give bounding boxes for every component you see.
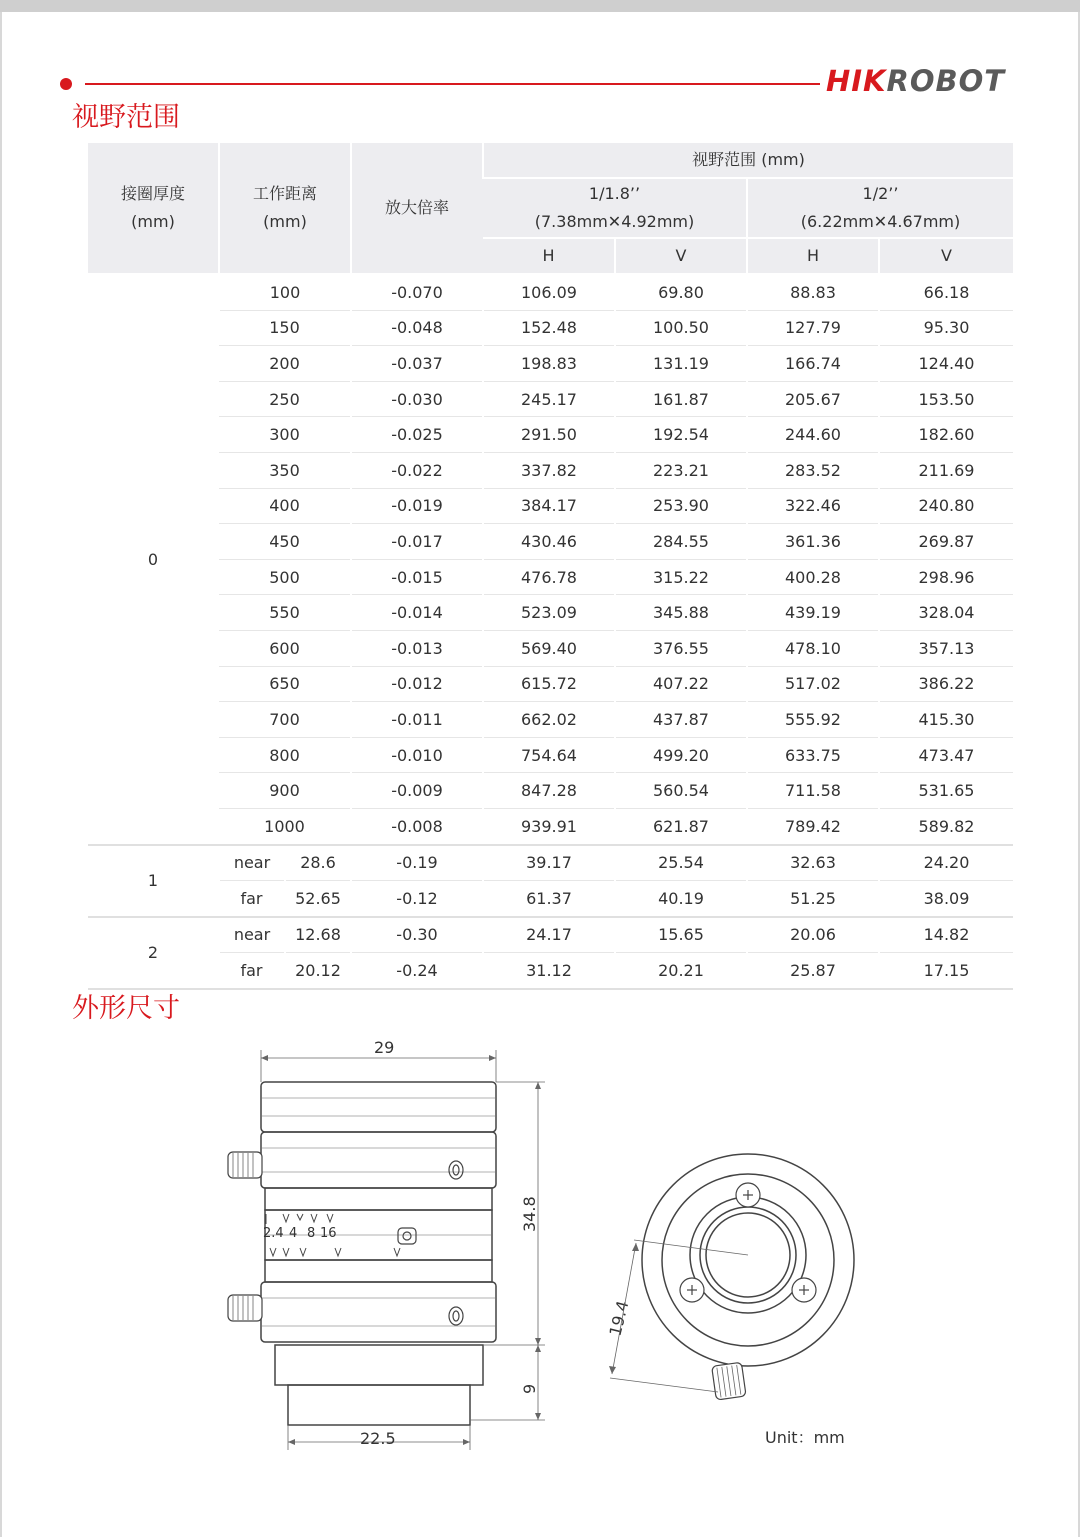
- fov-1-1.8-v-cell: 560.54: [615, 773, 747, 809]
- working-distance-cell: 700: [219, 702, 351, 738]
- screw-hole-icon: [449, 1307, 463, 1325]
- fov-1-1.8-h-cell: 152.48: [483, 310, 615, 346]
- near-far-cell: far: [219, 881, 285, 917]
- fov-1-2-h-cell: 244.60: [747, 417, 879, 453]
- fov-1-2-v-cell: 211.69: [879, 452, 1013, 488]
- working-distance-cell: 550: [219, 595, 351, 631]
- fov-1-1.8-v-cell: 345.88: [615, 595, 747, 631]
- fov-1-2-v-cell: 473.47: [879, 737, 1013, 773]
- magnification-cell: -0.070: [351, 274, 483, 310]
- header-sensor-1-2: 1/2’’ (6.22mm✕4.67mm): [747, 178, 1013, 238]
- fov-1-1.8-v-cell: 315.22: [615, 559, 747, 595]
- table-row: [88, 524, 1013, 560]
- fov-1-2-h-cell: 25.87: [747, 953, 879, 989]
- header-rule: [85, 83, 820, 85]
- fov-1-2-v-cell: 66.18: [879, 274, 1013, 310]
- fov-1-2-v-cell: 357.13: [879, 630, 1013, 666]
- fov-1-1.8-h-cell: 61.37: [483, 881, 615, 917]
- magnification-cell: -0.12: [351, 881, 483, 917]
- near-far-cell: far: [219, 953, 285, 989]
- magnification-cell: -0.010: [351, 737, 483, 773]
- fov-1-2-h-cell: 711.58: [747, 773, 879, 809]
- fov-1-1.8-h-cell: 384.17: [483, 488, 615, 524]
- fov-table: [88, 143, 1013, 990]
- header-v: V: [615, 238, 747, 274]
- fov-1-2-h-cell: 205.67: [747, 381, 879, 417]
- header-h: H: [483, 238, 615, 274]
- index-screw-icon: [398, 1228, 416, 1244]
- magnification-cell: -0.025: [351, 417, 483, 453]
- header-sensor-1-1.8: 1/1.8’’ (7.38mm✕4.92mm): [483, 178, 747, 238]
- fov-1-2-h-cell: 283.52: [747, 452, 879, 488]
- fov-1-1.8-v-cell: 376.55: [615, 630, 747, 666]
- table-row: [88, 953, 1013, 989]
- fov-1-1.8-v-cell: 25.54: [615, 845, 747, 881]
- fov-1-2-h-cell: 478.10: [747, 630, 879, 666]
- dim-mount-length-label: 9: [520, 1383, 539, 1394]
- fov-1-1.8-h-cell: 430.46: [483, 524, 615, 560]
- fov-1-1.8-h-cell: 198.83: [483, 346, 615, 382]
- header-working-distance: 工作距离 (mm): [219, 143, 351, 274]
- fov-1-1.8-v-cell: 20.21: [615, 953, 747, 989]
- dim-mount-width-label: 22.5: [360, 1429, 396, 1448]
- mount-thickness-cell: 2: [88, 917, 219, 989]
- table-row: [88, 666, 1013, 702]
- table-row: [88, 773, 1013, 809]
- left-edge: [0, 12, 2, 1537]
- working-distance-cell: 350: [219, 452, 351, 488]
- fov-1-2-v-cell: 14.82: [879, 917, 1013, 953]
- lens-lower-band: [265, 1260, 492, 1282]
- table-row: [88, 381, 1013, 417]
- fov-1-1.8-v-cell: 253.90: [615, 488, 747, 524]
- header-dot: [60, 78, 72, 90]
- table-row: [88, 488, 1013, 524]
- fov-1-1.8-h-cell: 847.28: [483, 773, 615, 809]
- unit-label: Unit：mm: [765, 1428, 845, 1447]
- fov-section-title: 视野范围: [72, 102, 180, 133]
- magnification-cell: -0.013: [351, 630, 483, 666]
- working-distance-cell: 28.6: [285, 845, 351, 881]
- fov-1-1.8-v-cell: 284.55: [615, 524, 747, 560]
- working-distance-cell: 1000: [219, 808, 351, 844]
- fov-1-1.8-h-cell: 476.78: [483, 559, 615, 595]
- fov-1-1.8-h-cell: 523.09: [483, 595, 615, 631]
- table-row: [88, 417, 1013, 453]
- working-distance-cell: 150: [219, 310, 351, 346]
- fov-1-1.8-h-cell: 615.72: [483, 666, 615, 702]
- fov-1-1.8-h-cell: 245.17: [483, 381, 615, 417]
- fov-1-1.8-h-cell: 939.91: [483, 808, 615, 844]
- magnification-cell: -0.011: [351, 702, 483, 738]
- working-distance-cell: 200: [219, 346, 351, 382]
- header-magnification: 放大倍率: [351, 143, 483, 274]
- fov-1-2-h-cell: 20.06: [747, 917, 879, 953]
- fov-1-1.8-v-cell: 40.19: [615, 881, 747, 917]
- table-row: [88, 452, 1013, 488]
- scale-mark: 8: [307, 1226, 316, 1241]
- fov-1-2-v-cell: 386.22: [879, 666, 1013, 702]
- working-distance-cell: 600: [219, 630, 351, 666]
- working-distance-cell: 450: [219, 524, 351, 560]
- fov-1-2-h-cell: 633.75: [747, 737, 879, 773]
- fov-1-2-h-cell: 789.42: [747, 808, 879, 844]
- working-distance-cell: 300: [219, 417, 351, 453]
- fov-1-1.8-h-cell: 39.17: [483, 845, 615, 881]
- magnification-cell: -0.24: [351, 953, 483, 989]
- fov-1-2-h-cell: 517.02: [747, 666, 879, 702]
- magnification-cell: -0.008: [351, 808, 483, 844]
- fov-1-2-v-cell: 95.30: [879, 310, 1013, 346]
- fov-1-2-h-cell: 439.19: [747, 595, 879, 631]
- near-far-cell: near: [219, 917, 285, 953]
- fov-1-1.8-h-cell: 754.64: [483, 737, 615, 773]
- fov-1-1.8-h-cell: 337.82: [483, 452, 615, 488]
- header-h: H: [747, 238, 879, 274]
- fov-1-1.8-h-cell: 569.40: [483, 630, 615, 666]
- fov-1-1.8-v-cell: 131.19: [615, 346, 747, 382]
- working-distance-cell: 400: [219, 488, 351, 524]
- fov-1-1.8-v-cell: 15.65: [615, 917, 747, 953]
- magnification-cell: -0.022: [351, 452, 483, 488]
- fov-1-2-v-cell: 415.30: [879, 702, 1013, 738]
- working-distance-cell: 100: [219, 274, 351, 310]
- table-row: [88, 274, 1013, 310]
- magnification-cell: -0.017: [351, 524, 483, 560]
- magnification-cell: -0.014: [351, 595, 483, 631]
- magnification-cell: -0.019: [351, 488, 483, 524]
- magnification-cell: -0.30: [351, 917, 483, 953]
- mount-thickness-cell: 1: [88, 845, 219, 917]
- table-row: [88, 595, 1013, 631]
- fov-1-1.8-v-cell: 499.20: [615, 737, 747, 773]
- fov-1-2-v-cell: 298.96: [879, 559, 1013, 595]
- mount-thickness-cell: 0: [88, 274, 219, 845]
- brand-logo: HIKROBOT: [826, 64, 1006, 98]
- scale-mark: 16: [320, 1226, 337, 1241]
- fov-1-2-h-cell: 361.36: [747, 524, 879, 560]
- fov-1-2-h-cell: 51.25: [747, 881, 879, 917]
- table-row: [88, 346, 1013, 382]
- working-distance-cell: 250: [219, 381, 351, 417]
- fov-1-1.8-v-cell: 192.54: [615, 417, 747, 453]
- lens-iris-ring: [261, 1282, 496, 1342]
- fov-1-1.8-v-cell: 100.50: [615, 310, 747, 346]
- fov-1-2-v-cell: 589.82: [879, 808, 1013, 844]
- fov-1-1.8-v-cell: 437.87: [615, 702, 747, 738]
- fov-1-1.8-h-cell: 24.17: [483, 917, 615, 953]
- dimensions-section-title: 外形尺寸: [72, 993, 180, 1024]
- top-border: [0, 0, 1080, 12]
- working-distance-cell: 900: [219, 773, 351, 809]
- fov-1-2-h-cell: 555.92: [747, 702, 879, 738]
- lens-mount-inner: [288, 1385, 470, 1425]
- fov-1-2-h-cell: 88.83: [747, 274, 879, 310]
- scale-mark: 2.4: [263, 1226, 284, 1241]
- fov-1-2-v-cell: 38.09: [879, 881, 1013, 917]
- screw-hole-icon: [449, 1161, 463, 1179]
- lens-front-ring: [261, 1082, 496, 1132]
- fov-1-1.8-v-cell: 407.22: [615, 666, 747, 702]
- fov-1-2-v-cell: 269.87: [879, 524, 1013, 560]
- working-distance-cell: 800: [219, 737, 351, 773]
- dim-width-label: 29: [374, 1038, 395, 1057]
- fov-1-2-h-cell: 322.46: [747, 488, 879, 524]
- fov-1-1.8-h-cell: 291.50: [483, 417, 615, 453]
- fov-1-2-v-cell: 124.40: [879, 346, 1013, 382]
- working-distance-cell: 52.65: [285, 881, 351, 917]
- fov-1-1.8-v-cell: 161.87: [615, 381, 747, 417]
- fov-1-2-v-cell: 182.60: [879, 417, 1013, 453]
- header-v: V: [879, 238, 1013, 274]
- magnification-cell: -0.048: [351, 310, 483, 346]
- fov-1-2-v-cell: 153.50: [879, 381, 1013, 417]
- magnification-cell: -0.009: [351, 773, 483, 809]
- fov-1-1.8-h-cell: 662.02: [483, 702, 615, 738]
- fov-1-1.8-h-cell: 31.12: [483, 953, 615, 989]
- fov-1-1.8-v-cell: 69.80: [615, 274, 747, 310]
- magnification-cell: -0.015: [351, 559, 483, 595]
- header-fov: 视野范围 (mm): [483, 143, 1013, 178]
- fov-1-2-v-cell: 17.15: [879, 953, 1013, 989]
- dim-height-label: 34.8: [520, 1196, 539, 1232]
- table-row: [88, 702, 1013, 738]
- fov-1-2-v-cell: 328.04: [879, 595, 1013, 631]
- fov-1-2-v-cell: 24.20: [879, 845, 1013, 881]
- working-distance-cell: 650: [219, 666, 351, 702]
- header-mount: 接圈厚度 (mm): [88, 143, 219, 274]
- working-distance-cell: 20.12: [285, 953, 351, 989]
- fov-1-2-h-cell: 32.63: [747, 845, 879, 881]
- fov-1-2-h-cell: 166.74: [747, 346, 879, 382]
- fov-1-1.8-h-cell: 106.09: [483, 274, 615, 310]
- near-far-cell: near: [219, 845, 285, 881]
- fov-1-2-v-cell: 531.65: [879, 773, 1013, 809]
- lens-dimension-drawing: [200, 1030, 900, 1450]
- working-distance-cell: 500: [219, 559, 351, 595]
- fov-1-1.8-v-cell: 223.21: [615, 452, 747, 488]
- fov-1-1.8-v-cell: 621.87: [615, 808, 747, 844]
- magnification-cell: -0.037: [351, 346, 483, 382]
- scale-mark: 4: [289, 1226, 298, 1241]
- lens-mount-outer: [275, 1345, 483, 1385]
- fov-1-2-h-cell: 400.28: [747, 559, 879, 595]
- table-row: [88, 310, 1013, 346]
- table-row: [88, 737, 1013, 773]
- lens-mid-band: [265, 1188, 492, 1210]
- lens-focus-ring: [261, 1132, 496, 1188]
- magnification-cell: -0.012: [351, 666, 483, 702]
- table-row: [88, 808, 1013, 844]
- table-row: [88, 881, 1013, 917]
- magnification-cell: -0.030: [351, 381, 483, 417]
- table-row: [88, 559, 1013, 595]
- dim-front-label: 19.4: [605, 1298, 633, 1338]
- working-distance-cell: 12.68: [285, 917, 351, 953]
- fov-1-2-h-cell: 127.79: [747, 310, 879, 346]
- fov-1-2-v-cell: 240.80: [879, 488, 1013, 524]
- magnification-cell: -0.19: [351, 845, 483, 881]
- table-row: [88, 845, 1013, 881]
- table-row: [88, 917, 1013, 953]
- table-row: [88, 630, 1013, 666]
